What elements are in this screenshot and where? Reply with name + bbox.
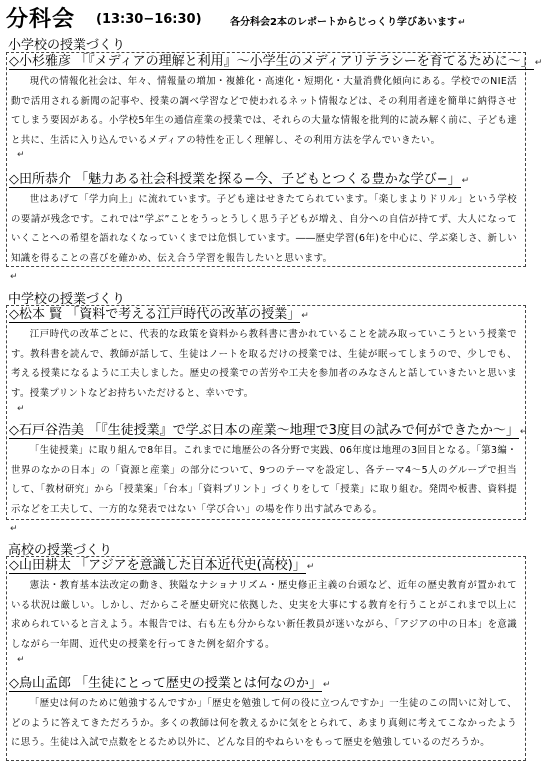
section-box-high-school [6,556,526,761]
report-heading [9,172,469,189]
paragraph-mark: ↵ [10,524,18,534]
page-header [6,2,528,30]
paragraph-mark: ↵ [17,655,25,665]
report-title: 「『生徒授業』で学ぶ日本の産業〜地理で3度目の試みで何ができたか〜」 [88,423,519,438]
paragraph-mark: ↵ [301,311,309,321]
report-author: ◇松本 賢 [9,307,63,322]
paragraph-mark: ↵ [534,58,542,68]
section-box-elementary [6,52,542,267]
report-author: ◇田所恭介 [9,172,71,187]
report-heading [9,558,314,575]
report-body: 「歴史は何のために勉強するんですか」「歴史を勉強して何の役に立つんですか」一生徒のこの問いに対して、どのように答えてきただろうか。多くの教師は何を教えるかに気をとられて、あまり真剣に考えてこなかったように思う。生徒は入試で点数をとるため以外に、どんな目的やねらいをもって歴史を勉強しているのだろうか。 [11,698,517,748]
section-title-elementary: 小学校の授業づくり [8,38,126,53]
report-title: 「アジアを意識した日本近代史(高校)」 [75,558,306,573]
paragraph-mark: ↵ [322,680,331,690]
report-heading [9,676,330,693]
paragraph-mark: ↵ [10,272,18,282]
report-heading [9,423,527,440]
report-heading [9,307,309,324]
report-author: ◇小杉雅彦 [9,54,71,69]
report-body: 現代の情報化社会は、年々、情報量の増加・複雑化・高速化・短期化・大量消費化傾向にある。学校でのNIE活動で活用される新聞の記事や、授業の調べ学習などで使われるネット情報などは、その利用者達を簡単に納得させてしまう要因がある。小学校5年生の通信産業の授業では、それらの大量な情報を批判的に読み解く前に、子ども達と共に、生活に入り込んでいるメディアの特性を正しく理解し、その利用方法を学んでいきたい。 [11,76,517,146]
page-title: 分科会 [6,7,76,32]
report-author: ◇鳥山孟郎 [9,676,71,691]
subtitle-text: 各分科会2本のレポートからじっくり学びあいます [230,17,457,28]
session-time: (13:30−16:30) [96,12,202,27]
section-title-junior-high: 中学校の授業づくり [8,292,126,307]
page-subtitle [230,13,466,28]
paragraph-mark: ↵ [461,176,470,186]
section-box-junior-high [6,305,526,520]
paragraph-mark: ↵ [306,562,315,572]
report-author: ◇石戸谷浩美 [9,423,84,438]
report-body: 世はあげて「学力向上」に流れています。子ども達はせきたてられています。「楽しまよりドリル」という学校の要請が残念です。これでは“学ぶ”ことをうっとうしく思う子どもが増え、自分への自信が持てず、大人になっていくことへの希望を語れなくなっていくまでは危惧しています。――歴史学習(6年)を中心に、学ぶ楽しさ、新しい知識を得ることの喜びを確かめ、伝え合う学習を報告したいと思います。 [11,194,517,264]
report-title: 「資料で考える江戸時代の改革の授業」 [66,307,301,322]
paragraph-mark: ↵ [17,150,25,160]
report-heading [9,54,542,71]
paragraph-mark: ↵ [17,404,25,414]
report-title: 「生徒にとって歴史の授業とは何なのか」 [75,676,322,691]
report-author: ◇山田耕太 [9,558,71,573]
section-title-high-school: 高校の授業づくり [8,543,113,558]
report-body: 「生徒授業」に取り組んで8年目。これまでに地歴公の各分野で実践、06年度は地理の3回目となる。「第3編・世界のなかの日本」の「資源と産業」の部分について、9つのテーマを設定し、各テーマ4〜5人のグループで担当して、「教材研究」から「授業案」「台本」「資料プリント」づくりをして「授業」に取り組む。発問や板書、資料提示などを工夫して、一方的な発表ではない「学び合い」の場を作り出す試みである。 [11,445,517,515]
paragraph-mark: ↵ [457,18,466,28]
report-body: 江戸時代の改革ごとに、代表的な政策を資料から教科書に書かれていることを読み取っていこうという授業です。教科書を読んで、教師が話して、生徒はノートを取るだけの授業では、生徒が眠ってしまうので、少しでも、考える授業になるように工夫しました。歴史の授業での苦労や工夫を参加者のみなさんと話していきたいと思います。授業プリントなどお持ちいただけると、幸いです。 [11,329,517,399]
paragraph-mark: ↵ [519,427,528,437]
report-title: 「魅力ある社会科授業を探る−今、子どもとつくる豊かな学び−」 [75,172,461,187]
report-title: 「『メディアの理解と利用』〜小学生のメディアリテラシーを育てるために〜」 [75,54,534,69]
report-body: 憲法・教育基本法改定の動き、狭隘なナショナリズム・歴史修正主義の台頭など、近年の歴史教育が置かれている状況は厳しい。しかし、だからこそ歴史研究に依拠した、史実を大事にする教育を行うことがこれまで以上に求められていると言えよう。本報告では、右も左も分からない新任教員が迷いながら、「アジアの中の日本」を意識しながら一年間、近代史の授業を行ってきた例を紹介する。 [11,580,517,650]
